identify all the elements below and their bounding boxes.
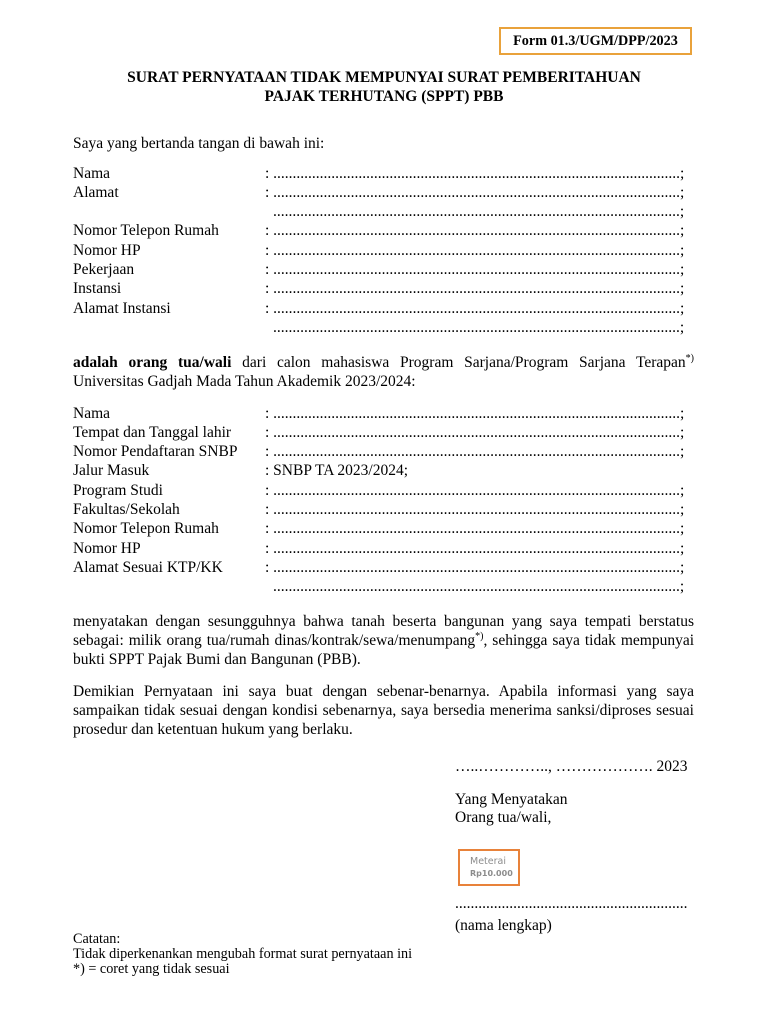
field-blank: : .........................................................................................................; [265, 404, 685, 422]
bold-phrase: adalah orang tua/wali [73, 353, 232, 371]
field-row-fakultas [73, 500, 694, 519]
field-row-tempat-tanggal-lahir [73, 423, 694, 442]
field-blank: : .........................................................................................................; [265, 260, 685, 278]
paragraph-line: sampaikan tidak sesuai dengan kondisi sebenarnya, saya bersedia menerima sanksi/diproses sesuai [73, 701, 694, 719]
field-label: Nomor Telepon Rumah [73, 222, 219, 240]
paragraph-text: sebagai: milik orang tua/rumah dinas/kontrak/sewa/menumpang [73, 631, 476, 649]
field-label: Nomor HP [73, 241, 141, 259]
closing-paragraph [73, 682, 694, 740]
field-row-program-studi [73, 481, 694, 500]
field-blank: : .........................................................................................................; [265, 443, 685, 461]
field-row-alamat [73, 183, 694, 202]
field-row-jalur-masuk [73, 461, 694, 480]
form-code-box [499, 27, 692, 55]
signature-line: ............................................................ [455, 895, 688, 912]
field-blank-continuation: .........................................................................................................; [273, 318, 685, 336]
field-blank: : .........................................................................................................; [265, 280, 685, 298]
footnote-mark: *) [475, 630, 484, 642]
field-blank-continuation: .........................................................................................................; [273, 578, 685, 596]
paragraph-line: bukti SPPT Pajak Bumi dan Bangunan (PBB). [73, 651, 361, 669]
field-row-nomor-hp [73, 539, 694, 558]
field-label: Nomor Telepon Rumah [73, 520, 219, 538]
statement-paragraph [73, 612, 694, 670]
stamp-label: Meterai [470, 856, 506, 867]
title-line-2: PAJAK TERHUTANG (SPPT) PBB [264, 87, 504, 105]
field-row-nama [73, 404, 694, 423]
field-label: Program Studi [73, 481, 163, 499]
paragraph-text: dari calon mahasiswa Program Sarjana/Program Sarjana Terapan [231, 353, 686, 371]
field-row-telepon-rumah [73, 519, 694, 538]
field-row-telepon-rumah [73, 221, 694, 240]
field-blank: : .........................................................................................................; [265, 558, 685, 576]
field-blank: : .........................................................................................................; [265, 520, 685, 538]
notes-block [73, 932, 412, 977]
field-label: Fakultas/Sekolah [73, 500, 180, 518]
field-row-alamat-ktp-continuation [73, 577, 694, 596]
stamp-amount: Rp10.000 [470, 869, 513, 878]
field-label: Nama [73, 164, 111, 182]
title-line-1: SURAT PERNYATAAN TIDAK MEMPUNYAI SURAT PEMBERITAHUAN [127, 68, 641, 86]
note-item: *) = coret yang tidak sesuai [73, 961, 230, 978]
field-label: Instansi [73, 280, 122, 298]
field-label: Pekerjaan [73, 260, 135, 278]
field-blank: : .........................................................................................................; [265, 539, 685, 557]
form-code: Form 01.3/UGM/DPP/2023 [513, 32, 678, 49]
signer-role: Orang tua/wali, [455, 808, 552, 826]
field-row-alamat-instansi [73, 299, 694, 318]
field-label: Alamat Sesuai KTP/KK [73, 558, 223, 576]
field-label: Nomor Pendaftaran SNBP [73, 443, 238, 461]
field-blank: : .........................................................................................................; [265, 222, 685, 240]
signer-block [455, 791, 568, 827]
paragraph-line [73, 631, 694, 650]
field-blank: : .........................................................................................................; [265, 164, 685, 182]
meterai-stamp [458, 849, 520, 886]
field-value: : SNBP TA 2023/2024; [265, 462, 409, 480]
field-row-nomor-pendaftaran [73, 442, 694, 461]
field-row-alamat-continuation [73, 202, 694, 221]
paragraph-text: , sehingga saya tidak mempunyai [483, 631, 695, 649]
field-label: Jalur Masuk [73, 462, 150, 480]
field-row-nama [73, 164, 694, 183]
intro-text: Saya yang bertanda tangan di bawah ini: [73, 134, 325, 152]
field-row-instansi [73, 279, 694, 298]
paragraph-line: prosedur dan ketentuan hukum yang berlaku. [73, 721, 353, 739]
paragraph-line: Demikian Pernyataan ini saya buat dengan sebenar-benarnya. Apabila informasi yang saya [73, 682, 694, 700]
field-blank: : .........................................................................................................; [265, 500, 685, 518]
field-blank: : .........................................................................................................; [265, 183, 685, 201]
field-blank: : .........................................................................................................; [265, 423, 685, 441]
field-label: Alamat [73, 183, 119, 201]
notes-heading: Catatan: [73, 931, 121, 948]
field-row-alamat-instansi-continuation [73, 318, 694, 337]
field-label: Tempat dan Tanggal lahir [73, 423, 232, 441]
relation-paragraph [73, 353, 694, 392]
name-caption: (nama lengkap) [455, 916, 552, 934]
student-fields [73, 404, 694, 597]
declarant-fields [73, 164, 694, 338]
footnote-mark: *) [685, 352, 694, 364]
field-label: Alamat Instansi [73, 299, 171, 317]
field-row-pekerjaan [73, 260, 694, 279]
field-label: Nama [73, 404, 111, 422]
field-row-nomor-hp [73, 241, 694, 260]
paragraph-line: Universitas Gadjah Mada Tahun Akademik 2023/2024: [73, 372, 416, 390]
field-blank-continuation: .........................................................................................................; [273, 203, 685, 221]
place-date-line: …..………….., ………………. 2023 [455, 757, 688, 775]
field-blank: : .........................................................................................................; [265, 299, 685, 317]
field-blank: : .........................................................................................................; [265, 481, 685, 499]
signer-title: Yang Menyatakan [455, 790, 568, 808]
paragraph-line: menyatakan dengan sesungguhnya bahwa tanah beserta bangunan yang saya tempati berstatus [73, 612, 694, 630]
field-label: Nomor HP [73, 539, 141, 557]
note-item: Tidak diperkenankan mengubah format surat pernyataan ini [73, 946, 413, 963]
field-row-alamat-ktp [73, 558, 694, 577]
field-blank: : .........................................................................................................; [265, 241, 685, 259]
paragraph-line [73, 353, 694, 372]
document-title [0, 68, 768, 107]
